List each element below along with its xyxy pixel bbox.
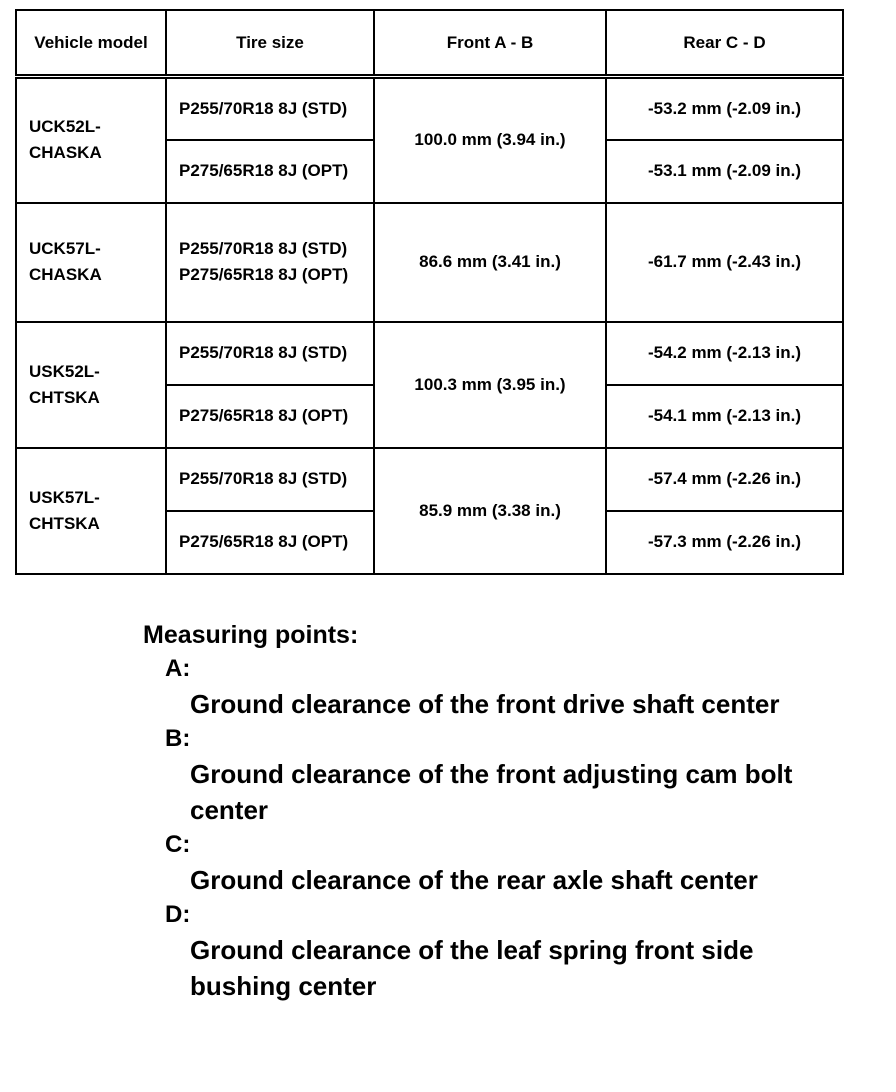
front-value: 100.3 mm (3.95 in.) xyxy=(374,322,606,448)
rear-value: -57.4 mm (-2.26 in.) xyxy=(606,448,843,511)
rear-value: -53.1 mm (-2.09 in.) xyxy=(606,140,843,203)
rear-value: -54.2 mm (-2.13 in.) xyxy=(606,322,843,385)
rear-value: -61.7 mm (-2.43 in.) xyxy=(606,203,843,322)
measuring-points xyxy=(143,618,850,1004)
front-value: 100.0 mm (3.94 in.) xyxy=(374,77,606,203)
vehicle-model: UCK57L-CHASKA xyxy=(16,203,166,322)
table-row xyxy=(16,203,843,322)
vehicle-model: UCK52L-CHASKA xyxy=(16,77,166,203)
header-rear: Rear C - D xyxy=(606,10,843,77)
point-key: B: xyxy=(165,725,191,752)
front-value: 85.9 mm (3.38 in.) xyxy=(374,448,606,574)
point-key: C: xyxy=(165,831,191,858)
tire-size: P275/65R18 8J (OPT) xyxy=(166,511,374,574)
point-description: Ground clearance of the rear axle shaft center xyxy=(190,865,758,895)
header-tire-size: Tire size xyxy=(166,10,374,77)
tire-size: P255/70R18 8J (STD) xyxy=(166,322,374,385)
vehicle-model: USK52L-CHTSKA xyxy=(16,322,166,448)
table-row xyxy=(16,77,843,140)
rear-value: -53.2 mm (-2.09 in.) xyxy=(606,77,843,140)
tire-size: P255/70R18 8J (STD) P275/65R18 8J (OPT) xyxy=(166,203,374,322)
tire-size: P255/70R18 8J (STD) xyxy=(166,77,374,140)
header-vehicle-model: Vehicle model xyxy=(16,10,166,77)
point-description: Ground clearance of the front adjusting cam bolt center xyxy=(190,759,793,825)
point-description: Ground clearance of the front drive shaft center xyxy=(190,689,780,719)
table-row xyxy=(16,448,843,511)
point-key: A: xyxy=(165,655,191,682)
tire-size: P255/70R18 8J (STD) xyxy=(166,448,374,511)
point-description: Ground clearance of the leaf spring front side bushing center xyxy=(190,935,754,1001)
clearance-table xyxy=(15,9,844,575)
point-key: D: xyxy=(165,901,191,928)
tire-size: P275/65R18 8J (OPT) xyxy=(166,140,374,203)
header-front: Front A - B xyxy=(374,10,606,77)
rear-value: -54.1 mm (-2.13 in.) xyxy=(606,385,843,448)
front-value: 86.6 mm (3.41 in.) xyxy=(374,203,606,322)
tire-size: P275/65R18 8J (OPT) xyxy=(166,385,374,448)
table-header xyxy=(16,10,843,77)
vehicle-model: USK57L-CHTSKA xyxy=(16,448,166,574)
measuring-points-title: Measuring points: xyxy=(143,621,359,649)
rear-value: -57.3 mm (-2.26 in.) xyxy=(606,511,843,574)
table-row xyxy=(16,322,843,385)
